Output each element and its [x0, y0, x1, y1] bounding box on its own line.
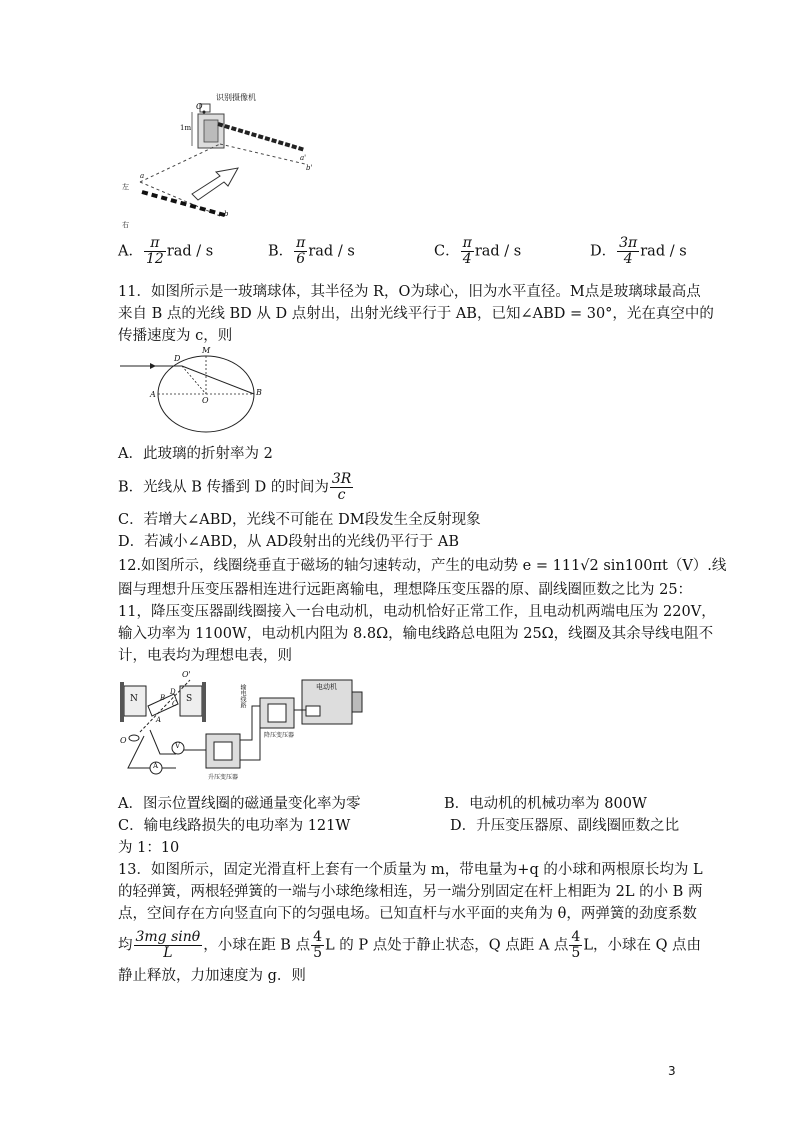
- q12-option-d-cont: 为 1：10: [118, 840, 180, 856]
- q11-line-3: 传播速度为 c，则: [118, 328, 233, 344]
- q10-option-b: B． $\frac{\pi}{6}$ rad / s: [268, 235, 355, 267]
- q13-line-1: 13．如图所示，固定光滑直杆上套有一个质量为 m，带电量为+q 的小球和两根原长均为 L: [118, 862, 703, 878]
- gate-label-a: a: [140, 172, 145, 180]
- fraction: $\frac{\pi}{4}$: [462, 235, 472, 267]
- q13-line-5: 静止释放，力加速度为 g．则: [118, 968, 306, 984]
- q11-line-1: 11．如图所示是一玻璃球体，其半径为 R，O为球心，旧为水平直径。M点是玻璃球最高点: [118, 284, 701, 300]
- coil-d-label: D: [170, 688, 176, 696]
- transmission-line-label: 输电线路: [239, 684, 246, 708]
- glass-sphere-figure: [120, 344, 280, 434]
- fraction: $\frac{\pi}{6}$: [296, 235, 306, 267]
- step-up-label: 升压变压器: [208, 774, 239, 781]
- motor-label: 电动机: [316, 683, 337, 691]
- fraction: $\frac{\text{3mg sinθ}}{L}$: [135, 929, 201, 961]
- page-number: 3: [668, 1064, 676, 1078]
- coil-c-label: C: [172, 700, 178, 708]
- q13-line-4: 均 $\frac{\text{3mg sinθ}}{L}$ ，小球在距 B 点 $\frac{4}{5}$ L 的 P 点处于静止状态，Q 点距 A 点 $\frac{4}{5}$ L，小球在 Q 点由: [118, 929, 702, 961]
- q12-option-a: A．图示位置线圈的磁通量变化率为零: [118, 796, 361, 812]
- magnet-n-label: N: [130, 694, 138, 704]
- q12-option-b: B．电动机的机械功率为 800W: [444, 796, 647, 812]
- gate-label-b: b: [224, 210, 229, 218]
- gate-label-right: 右: [122, 221, 129, 229]
- q10-option-c: C． $\frac{\pi}{4}$ rad / s: [434, 235, 522, 267]
- gate-camera-figure: [120, 84, 330, 232]
- magnet-s-label: S: [186, 694, 193, 704]
- step-down-label: 降压变压器: [264, 732, 295, 739]
- axis-o-label: O: [120, 736, 127, 745]
- coil-a-label: A: [156, 716, 162, 724]
- q11-option-a: A．此玻璃的折射率为 2: [118, 446, 273, 462]
- q10-option-a: A． $\frac{\pi}{12}$ rad / s: [118, 235, 214, 267]
- q12-line-2: 圈与理想升压变压器相连进行远距离输电，理想降压变压器的原、副线圈匝数之比为 25：: [118, 582, 693, 598]
- axis-o-prime-label: O': [182, 670, 191, 679]
- q11-line-2: 来自 B 点的光线 BD 从 D 点射出，出射光线平行于 AB，已知∠ABD = 30°，光在真空中的: [118, 306, 714, 322]
- q11-option-c: C．若增大∠ABD，光线不可能在 DM段发生全反射现象: [118, 512, 481, 528]
- coil-b-label: B: [160, 694, 166, 702]
- fraction: $\frac{\pi}{12}$: [145, 235, 164, 267]
- q12-line-3: 11，降压变压器副线圈接入一台电动机，电动机恰好正常工作，且电动机两端电压为 220V，: [118, 604, 716, 620]
- q12-option-c: C．输电线路损失的电功率为 121W: [118, 818, 351, 834]
- fraction: $\frac{4}{5}$: [313, 929, 322, 961]
- voltmeter-label: V: [175, 742, 181, 750]
- gate-label-o: O: [196, 102, 203, 111]
- camera-label: 识别摄像机: [216, 93, 256, 102]
- gate-label-a-prime: a': [300, 154, 307, 162]
- fraction: $\frac{3\pi}{4}$: [619, 235, 638, 267]
- sphere-label-o: O: [202, 396, 209, 405]
- gate-label-left: 左: [122, 183, 129, 191]
- power-transmission-figure: [120, 670, 380, 784]
- q12-line-5: 计，电表均为理想电表，则: [118, 648, 292, 664]
- q12-option-d: D．升压变压器原、副线圈匝数之比: [450, 818, 680, 834]
- sphere-label-m: M: [202, 346, 211, 355]
- q13-line-2: 的轻弹簧，两根轻弹簧的一端与小球绝缘相连，另一端分别固定在杆上相距为 2L 的小 B 两: [118, 884, 703, 900]
- q11-option-b: B．光线从 B 传播到 D 的时间为 $\frac{3R}{c}$: [118, 471, 352, 503]
- q10-option-d: D． $\frac{3\pi}{4}$ rad / s: [590, 235, 687, 267]
- sphere-label-d: D: [174, 354, 181, 363]
- q11-option-d: D．若减小∠ABD，从 AD段射出的光线仍平行于 AB: [118, 534, 459, 550]
- gate-label-1m: 1m: [180, 124, 192, 132]
- q12-line-1: 12.如图所示，线圈绕垂直于磁场的轴匀速转动，产生的电动势 e = 111√2 sin100πt（V）.线: [118, 558, 727, 574]
- ammeter-label: A: [153, 762, 159, 770]
- sphere-label-b: B: [256, 388, 262, 397]
- fraction: $\frac{4}{5}$: [571, 929, 581, 961]
- sphere-label-a: A: [150, 390, 156, 399]
- fraction: $\frac{3R}{c}$: [331, 471, 352, 503]
- gate-label-b-prime: b': [306, 164, 313, 172]
- q13-line-3: 点，空间存在方向竖直向下的匀强电场。已知直杆与水平面的夹角为 θ，两弹簧的劲度系数: [118, 906, 697, 922]
- q12-line-4: 输入功率为 1100W，电动机内阻为 8.8Ω，输电线路总电阻为 25Ω，线圈及其余导线电阻不: [118, 626, 714, 642]
